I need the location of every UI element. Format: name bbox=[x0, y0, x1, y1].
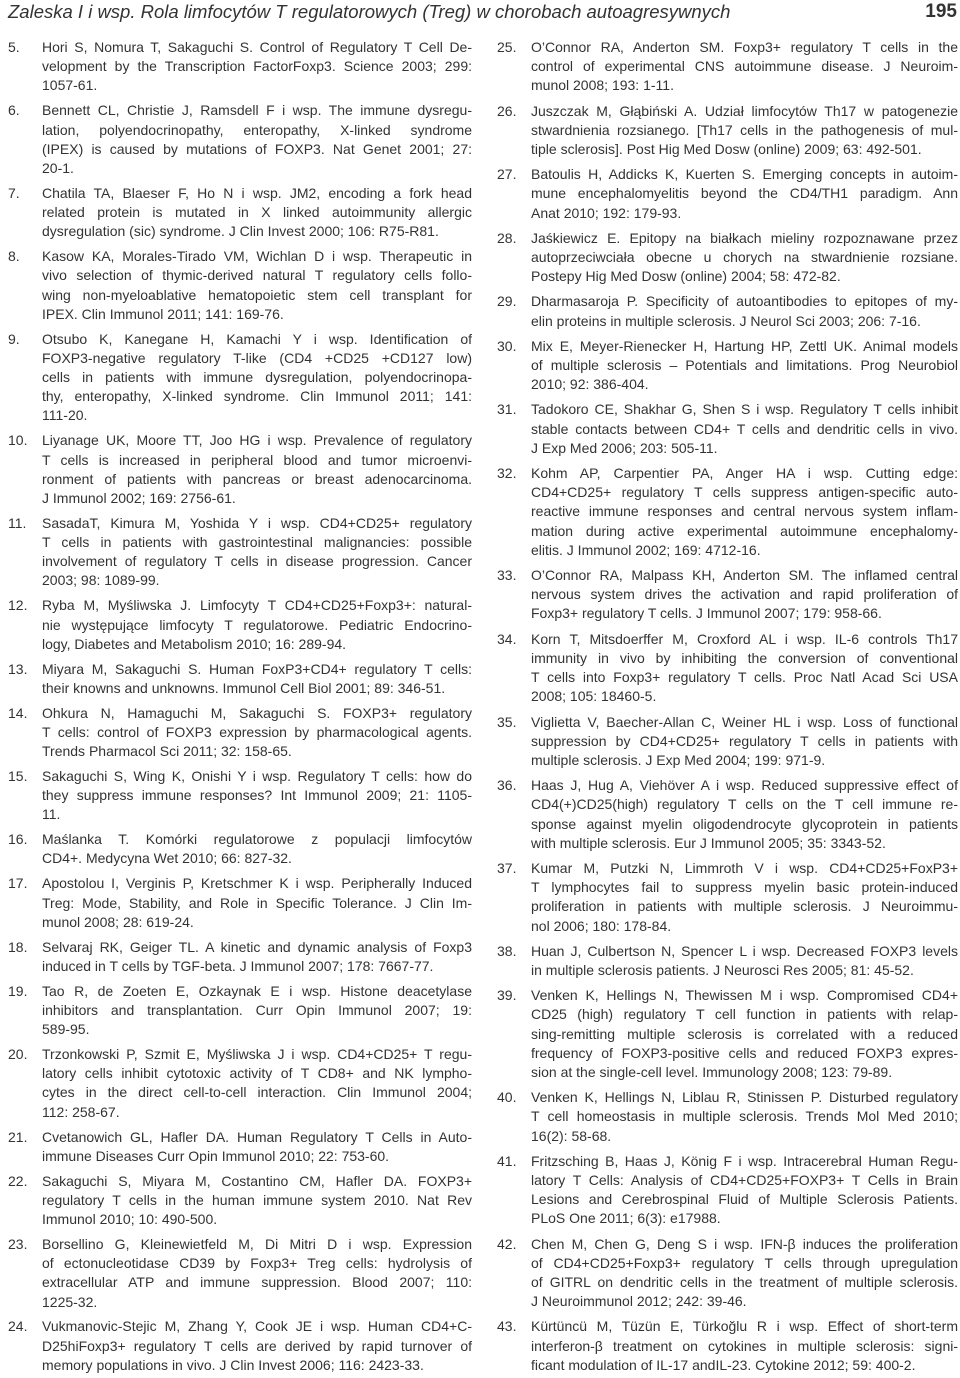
reference-item bbox=[8, 184, 472, 242]
reference-line: Trzonkowski P, Szmit E, Myśliwska J i wsp. CD4+CD25+ T regu- bbox=[42, 1046, 472, 1063]
reference-line: mune encephalomyelitis beyond the CD4/TH1 paradigm. Ann bbox=[531, 185, 958, 202]
reference-line: Viglietta V, Baecher-Allan C, Weiner HL i wsp. Loss of functional bbox=[531, 713, 958, 730]
reference-line: Ryba M, Myśliwska J. Limfocyty T CD4+CD25+Foxp3+: natural- bbox=[42, 597, 472, 614]
reference-line: related protein is mutated in X linked autoimmunity allergic bbox=[42, 204, 472, 220]
reference-line: Anat 2010; 192: 179-93. bbox=[531, 204, 682, 221]
reference-line: Chen M, Chen G, Deng S i wsp. IFN-β induces the proliferation bbox=[531, 1235, 958, 1252]
reference-item bbox=[497, 38, 958, 96]
reference-text bbox=[531, 1317, 958, 1375]
reference-item bbox=[497, 400, 958, 458]
reference-item bbox=[497, 859, 958, 936]
reference-text bbox=[531, 859, 958, 936]
reference-item bbox=[497, 1088, 958, 1146]
reference-line: Haas J, Hug A, Viehöver A i wsp. Reduced suppressive effect of bbox=[531, 777, 958, 794]
reference-line: nervous system drives the activation and rapid proliferation of bbox=[531, 586, 958, 603]
reference-item bbox=[497, 229, 958, 287]
reference-number: 17. bbox=[8, 875, 28, 892]
reference-number: 20. bbox=[8, 1046, 28, 1063]
reference-item bbox=[497, 464, 958, 560]
reference-line: 20-1. bbox=[42, 159, 74, 176]
reference-line: CD25 (high) regulatory T cell function in patients with relap- bbox=[531, 1006, 958, 1023]
reference-line: Huan J, Culbertson N, Spencer L i wsp. Decreased FOXP3 levels bbox=[531, 942, 958, 959]
reference-item bbox=[8, 938, 472, 976]
reference-line: Tao R, de Zoeten E, Ozkaynak E i wsp. Histone deacetylase bbox=[42, 982, 472, 999]
reference-item bbox=[8, 704, 472, 762]
reference-line: SasadaT, Kimura M, Yoshida Y i wsp. CD4+CD25+ regulatory bbox=[42, 514, 472, 531]
reference-line: 111-20. bbox=[42, 407, 88, 424]
reference-line: 2003; 98: 1089-99. bbox=[42, 572, 160, 589]
reference-item bbox=[8, 596, 472, 654]
reference-line: Jaśkiewicz E. Epitopy na białkach mieliny rozpoznawane przez bbox=[531, 229, 958, 246]
reference-line: elin proteins in multiple sclerosis. J Neurol Sci 2003; 206: 7-16. bbox=[531, 312, 921, 329]
reference-text bbox=[531, 713, 958, 771]
reference-number: 36. bbox=[497, 777, 517, 794]
reference-line: immune Diseases Curr Opin Immunol 2010; 22: 753-60. bbox=[42, 1147, 390, 1164]
reference-line: Kasow KA, Morales-Tirado VM, Wichlan D i wsp. Therapeutic in bbox=[42, 248, 472, 265]
reference-number: 16. bbox=[8, 831, 28, 848]
reference-line: in multiple sclerosis patients. J Neurosci Res 2005; 81: 45-52. bbox=[531, 961, 914, 978]
reference-number: 24. bbox=[8, 1318, 28, 1335]
reference-text bbox=[42, 1172, 472, 1230]
reference-item bbox=[8, 660, 472, 698]
reference-item bbox=[497, 630, 958, 707]
reference-line: Kumar M, Putzki N, Limmroth V i wsp. CD4+CD25+FoxP3+ bbox=[531, 859, 958, 876]
reference-line: 2010; 92: 386-404. bbox=[531, 376, 649, 393]
reference-line: stwardnienia rozsianego. [Th17 cells in the pathogenesis of mul- bbox=[531, 121, 958, 138]
reference-text bbox=[42, 184, 472, 242]
reference-line: D25hiFoxp3+ regulatory T cells are derived by rapid turnover of bbox=[42, 1337, 472, 1354]
reference-item bbox=[497, 165, 958, 223]
reference-text bbox=[42, 38, 472, 96]
reference-line: Chatila TA, Blaeser F, Ho N i wsp. JM2, encoding a fork head bbox=[42, 184, 472, 201]
reference-line: dysregulation (sic) syndrome. J Clin Invest 2000; 106: R75-R81. bbox=[42, 223, 439, 240]
reference-line: vivo selection of thymic-derived natural T regulatory cells follo- bbox=[42, 267, 472, 284]
reference-text bbox=[42, 704, 472, 762]
reference-line: PLoS One 2011; 6(3): e17988. bbox=[531, 1210, 721, 1227]
reference-line: thy, enteropathy, X-linked syndrome. Clin Immunol 2011; 141: bbox=[42, 388, 472, 405]
reference-line: munol 2008; 28: 619-24. bbox=[42, 913, 194, 930]
reference-line: they suppress immune responses? Int Immunol 2009; 21: 1105- bbox=[42, 787, 472, 804]
reference-line: regulatory T cells in the human immune system 2010. Nat Rev bbox=[42, 1191, 472, 1208]
reference-line: Sakaguchi S, Miyara M, Costantino CM, Hafler DA. FOXP3+ bbox=[42, 1172, 472, 1189]
reference-number: 8. bbox=[8, 248, 20, 265]
reference-text bbox=[531, 1152, 958, 1229]
reference-text bbox=[42, 101, 472, 178]
reference-text bbox=[531, 776, 958, 853]
reference-number: 6. bbox=[8, 102, 20, 119]
reference-item bbox=[497, 942, 958, 980]
reference-line: elitis. J Immunol 2002; 169: 4712-16. bbox=[531, 541, 761, 558]
reference-number: 35. bbox=[497, 713, 517, 730]
reference-number: 18. bbox=[8, 938, 28, 955]
reference-line: extracellular ATP and immune suppression. Blood 2007; 110: bbox=[42, 1274, 472, 1291]
reference-number: 19. bbox=[8, 982, 28, 999]
reference-text bbox=[531, 400, 958, 458]
reference-item bbox=[497, 1317, 958, 1375]
reference-line: ficant modulation of IL-17 andIL-23. Cytokine 2012; 59: 400-2. bbox=[531, 1356, 916, 1373]
reference-line: their knowns and unknowns. Immunol Cell Biol 2001; 89: 346-51. bbox=[42, 679, 446, 696]
reference-number: 11. bbox=[8, 514, 27, 531]
reference-text bbox=[531, 337, 958, 395]
reference-number: 25. bbox=[497, 39, 517, 55]
reference-number: 34. bbox=[497, 630, 517, 647]
reference-line: inhibitors and transplantation. Curr Opin Immunol 2007; 19: bbox=[42, 1001, 472, 1018]
reference-line: Juszczak M, Głąbiński A. Udział limfocytów Th17 w patogenezie bbox=[531, 102, 958, 119]
reference-line: J Exp Med 2006; 203: 505-11. bbox=[531, 439, 718, 456]
reference-item bbox=[497, 713, 958, 771]
reference-line: multiple sclerosis. J Exp Med 2004; 199: 971-9. bbox=[531, 751, 826, 768]
reference-text bbox=[42, 1045, 472, 1122]
reference-text bbox=[42, 247, 472, 324]
reference-line: munol 2008; 193: 1-11. bbox=[531, 77, 674, 94]
reference-number: 14. bbox=[8, 704, 28, 721]
reference-number: 29. bbox=[497, 293, 517, 310]
reference-line: 1057-61. bbox=[42, 77, 98, 94]
reference-line: Dharmasaroja P. Specificity of autoantibodies to epitopes of my- bbox=[531, 293, 958, 310]
reference-item bbox=[8, 767, 472, 825]
reference-line: Venken K, Hellings N, Thewissen M i wsp. Compromised CD4+ bbox=[531, 987, 958, 1004]
reference-line: J Immunol 2002; 169: 2756-61. bbox=[42, 489, 236, 506]
reference-text bbox=[531, 292, 958, 330]
reference-line: immunity in vivo by inhibiting the conversion of conventional bbox=[531, 649, 958, 666]
reference-text bbox=[42, 874, 472, 932]
reference-line: Lesions and Cerebrospinal Fluid of Multiple Sclerosis Patients. bbox=[531, 1191, 958, 1208]
reference-line: Cvetanowich GL, Hafler DA. Human Regulatory T Cells in Auto- bbox=[42, 1128, 472, 1145]
reference-line: O’Connor RA, Anderton SM. Foxp3+ regulatory T cells in the bbox=[531, 39, 958, 55]
reference-line: T cells is increased in peripheral blood and tumor microenvi- bbox=[42, 451, 472, 468]
reference-line: 112: 258-67. bbox=[42, 1103, 120, 1120]
reference-line: frequency of FOXP3-positive cells and reduced FOXP3 expres- bbox=[531, 1044, 958, 1061]
reference-line: Immunol 2010; 10: 490-500. bbox=[42, 1211, 218, 1228]
reference-text bbox=[42, 767, 472, 825]
reference-item bbox=[8, 247, 472, 324]
reference-number: 26. bbox=[497, 102, 517, 119]
reference-text bbox=[531, 229, 958, 287]
reference-line: nol 2006; 180: 178-84. bbox=[531, 917, 672, 934]
reference-line: Bennett CL, Christie J, Ramsdell F i wsp. The immune dysregu- bbox=[42, 102, 472, 119]
reference-line: CD4+. Medycyna Wet 2010; 66: 827-32. bbox=[42, 850, 292, 867]
reference-line: proliferation in patients with multiple sclerosis. J Neuroimmu- bbox=[531, 898, 958, 915]
reference-text bbox=[531, 630, 958, 707]
reference-text bbox=[42, 830, 472, 868]
reference-line: 16(2): 58-68. bbox=[531, 1127, 612, 1144]
reference-number: 32. bbox=[497, 465, 517, 482]
reference-line: of multiple sclerosis – Potentials and limitations. Prog Neurobiol bbox=[531, 357, 958, 374]
reference-line: Trends Pharmacol Sci 2011; 32: 158-65. bbox=[42, 743, 292, 760]
reference-text bbox=[42, 514, 472, 591]
reference-line: latory cells inhibit cytotoxic activity of T CD8+ and NK lympho- bbox=[42, 1065, 472, 1082]
reference-item bbox=[8, 330, 472, 426]
reference-number: 30. bbox=[497, 337, 517, 354]
reference-line: mation during active experimental autoimmune encephalomy- bbox=[531, 522, 958, 539]
reference-item bbox=[8, 1128, 472, 1166]
reference-line: of GITRL on dendritic cells in the treatment of multiple sclerosis. bbox=[531, 1273, 958, 1290]
reference-item bbox=[497, 102, 958, 160]
reference-text bbox=[531, 566, 958, 624]
page-number: 195 bbox=[925, 1, 957, 22]
reference-line: ronment of patients with pancreas or breast adenocarcinoma. bbox=[42, 470, 472, 487]
reference-item bbox=[8, 874, 472, 932]
reference-line: 589-95. bbox=[42, 1021, 90, 1038]
reference-line: FOXP3-negative regulatory T-like (CD4 +CD25 +CD127 low) bbox=[42, 349, 472, 366]
reference-text bbox=[42, 982, 472, 1040]
reference-item bbox=[497, 1235, 958, 1312]
reference-line: with multiple sclerosis. Eur J Immunol 2005; 35: 3343-52. bbox=[531, 834, 886, 851]
reference-text bbox=[531, 986, 958, 1082]
reference-number: 15. bbox=[8, 767, 28, 784]
reference-line: (IPEX) is caused by mutations of FOXP3. Nat Genet 2001; 27: bbox=[42, 140, 472, 157]
reference-line: Foxp3+ regulatory T cells. J Immunol 2007; 179: 958-66. bbox=[531, 605, 882, 622]
reference-item bbox=[8, 830, 472, 868]
reference-line: wing non-myeloablative hematopoietic stem cell transplant for bbox=[42, 286, 472, 303]
reference-number: 21. bbox=[8, 1128, 28, 1145]
reference-line: suppression by CD4+CD25+ regulatory T cells in patients with bbox=[531, 732, 958, 749]
reference-line: cells in patients with immune dysregulation, polyendocrinopa- bbox=[42, 369, 472, 385]
reference-line: T cell homeostasis in multiple sclerosis. Trends Mol Med 2010; bbox=[531, 1108, 958, 1125]
reference-line: Postepy Hig Med Dosw (online) 2004; 58: 472-82. bbox=[531, 268, 841, 285]
reference-item bbox=[8, 38, 472, 96]
reference-line: Batoulis H, Addicks K, Kuerten S. Emerging concepts in autoim- bbox=[531, 166, 958, 183]
reference-number: 7. bbox=[8, 184, 20, 201]
reference-line: Kürtüncü M, Tüzün E, Türkoğlu R i wsp. Effect of short-term bbox=[531, 1318, 958, 1335]
reference-line: involvement of regulatory T cells in disease progression. Cancer bbox=[42, 553, 472, 570]
reference-item bbox=[8, 431, 472, 508]
reference-number: 33. bbox=[497, 567, 517, 584]
reference-line: sion at the single-cell level. Immunology 2008; 123: 79-89. bbox=[531, 1063, 893, 1080]
reference-text bbox=[42, 1317, 472, 1375]
reference-line: autoprzeciwciała obecne u chorych na stwardnienie rozsiane. bbox=[531, 249, 958, 266]
reference-line: Maślanka T. Komórki regulatorowe z populacji limfocytów bbox=[42, 831, 472, 848]
reference-line: latory T Cells: Analysis of CD4+CD25+FOXP3+ T Cells in Brain bbox=[531, 1171, 958, 1188]
reference-number: 27. bbox=[497, 166, 517, 183]
reference-number: 22. bbox=[8, 1172, 28, 1189]
reference-line: CD4+CD25+ regulatory T cells suppress antigen-specific auto- bbox=[531, 484, 958, 501]
reference-line: Borsellino G, Kleinewietfeld M, Di Mitri D i wsp. Expression bbox=[42, 1235, 472, 1252]
reference-line: 11. bbox=[42, 806, 61, 823]
reference-item bbox=[497, 986, 958, 1082]
reference-number: 28. bbox=[497, 229, 517, 246]
reference-line: sponse against myelin oligodendrocyte glycoprotein in patients bbox=[531, 815, 958, 832]
reference-number: 9. bbox=[8, 330, 20, 347]
reference-line: 1225-32. bbox=[42, 1293, 98, 1310]
reference-item bbox=[497, 566, 958, 624]
reference-line: lation, polyendocrinopathy, enteropathy, X-linked syndrome bbox=[42, 121, 472, 138]
reference-line: stable contacts between CD4+ T cells and dendritic cells in vivo. bbox=[531, 420, 958, 437]
reference-number: 10. bbox=[8, 432, 28, 449]
reference-line: T cells in patients with gastrointestinal malignancies: possible bbox=[42, 534, 472, 550]
reference-line: T cells into Foxp3+ regulatory T cells. Proc Natl Acad Sci USA bbox=[531, 669, 958, 686]
reference-text bbox=[531, 38, 958, 96]
reference-item bbox=[497, 1152, 958, 1229]
reference-line: Liyanage UK, Moore TT, Joo HG i wsp. Prevalence of regulatory bbox=[42, 432, 472, 449]
reference-text bbox=[42, 1235, 472, 1312]
reference-item bbox=[8, 1172, 472, 1230]
reference-line: Miyara M, Sakaguchi S. Human FoxP3+CD4+ regulatory T cells: bbox=[42, 660, 472, 677]
reference-line: Otsubo K, Kanegane H, Kamachi Y i wsp. Identification of bbox=[42, 330, 472, 347]
reference-item bbox=[497, 337, 958, 395]
reference-line: tiple sclerosis]. Post Hig Med Dosw (online) 2009; 63: 492-501. bbox=[531, 141, 922, 158]
reference-item bbox=[8, 1045, 472, 1122]
reference-item bbox=[8, 982, 472, 1040]
reference-line: Venken K, Hellings N, Liblau R, Stinissen P. Disturbed regulatory bbox=[531, 1089, 958, 1106]
reference-text bbox=[531, 165, 958, 223]
reference-line: Korn T, Mitsdoerffer M, Croxford AL i wsp. IL-6 controls Th17 bbox=[531, 630, 958, 647]
reference-line: Fritzsching B, Haas J, König F i wsp. Intracerebral Human Regu- bbox=[531, 1152, 958, 1169]
reference-line: velopment by the Transcription FactorFoxp3. Science 2003; 299: bbox=[42, 58, 472, 75]
reference-text bbox=[42, 1128, 472, 1166]
reference-line: interferon-β treatment on cytokines in multiple sclerosis: signi- bbox=[531, 1337, 958, 1354]
reference-line: Hori S, Nomura T, Sakaguchi S. Control of Regulatory T Cell De- bbox=[42, 39, 472, 55]
reference-line: Mix E, Meyer-Rienecker H, Hartung HP, Zettl UK. Animal models bbox=[531, 337, 958, 354]
reference-number: 41. bbox=[497, 1152, 517, 1169]
reference-line: memory populations in vivo. J Clin Invest 2006; 116: 2423-33. bbox=[42, 1356, 424, 1373]
reference-line: nie występujące limfocyty T regulatorowe. Pediatric Endocrino- bbox=[42, 616, 472, 633]
reference-line: Vukmanovic-Stejic M, Zhang Y, Cook JE i wsp. Human CD4+C- bbox=[42, 1318, 472, 1335]
reference-text bbox=[531, 1235, 958, 1312]
reference-line: IPEX. Clin Immunol 2011; 141: 169-76. bbox=[42, 305, 284, 322]
reference-number: 38. bbox=[497, 942, 517, 959]
reference-line: control of experimental CNS autoimmune disease. J Neuroim- bbox=[531, 58, 958, 75]
reference-text bbox=[531, 1088, 958, 1146]
reference-line: O’Connor RA, Malpass KH, Anderton SM. The inflamed central bbox=[531, 567, 958, 584]
reference-number: 23. bbox=[8, 1235, 28, 1252]
reference-item bbox=[8, 514, 472, 591]
reference-line: Tadokoro CE, Shakhar G, Shen S i wsp. Regulatory T cells inhibit bbox=[531, 401, 958, 418]
reference-text bbox=[42, 330, 472, 426]
reference-line: 2008; 105: 18460-5. bbox=[531, 688, 657, 705]
reference-number: 39. bbox=[497, 987, 517, 1004]
reference-line: cytes in the direct cell-to-cell interaction. Clin Immunol 2004; bbox=[42, 1084, 472, 1101]
reference-line: Sakaguchi S, Wing K, Onishi Y i wsp. Regulatory T cells: how do bbox=[42, 767, 472, 784]
reference-line: of ectonucleotidase CD39 by Foxp3+ Treg cells: hydrolysis of bbox=[42, 1255, 472, 1272]
reference-text bbox=[531, 942, 958, 980]
reference-line: induced in T cells by TGF-beta. J Immunol 2007; 178: 7667-77. bbox=[42, 957, 434, 974]
reference-number: 5. bbox=[8, 39, 20, 55]
reference-item bbox=[497, 776, 958, 853]
reference-item bbox=[8, 101, 472, 178]
reference-line: sing-remitting multiple sclerosis is correlated with a reduced bbox=[531, 1025, 958, 1042]
reference-text bbox=[42, 938, 472, 976]
running-title: Zaleska I i wsp. Rola limfocytów T regulatorowych (Treg) w chorobach autoagresywnych bbox=[8, 1, 731, 22]
reference-item bbox=[8, 1317, 472, 1375]
reference-text bbox=[42, 431, 472, 508]
reference-line: J Neuroimmunol 2012; 242: 39-46. bbox=[531, 1293, 747, 1310]
reference-line: T lymphocytes fail to suppress myelin basic protein-induced bbox=[531, 879, 958, 896]
reference-line: Treg: Mode, Stability, and Role in Specific Tolerance. J Clin Im- bbox=[42, 894, 472, 911]
reference-text bbox=[531, 102, 958, 160]
reference-item bbox=[497, 292, 958, 330]
reference-number: 31. bbox=[497, 401, 517, 418]
reference-number: 37. bbox=[497, 859, 517, 876]
reference-number: 12. bbox=[8, 597, 28, 614]
reference-line: reactive immune responses and central nervous system inflam- bbox=[531, 503, 958, 520]
reference-text bbox=[42, 660, 472, 698]
reference-line: of CD4+CD25+Foxp3+ regulatory T cells through upregulation bbox=[531, 1254, 958, 1271]
reference-number: 13. bbox=[8, 660, 28, 677]
reference-line: logy, Diabetes and Metabolism 2010; 16: 289-94. bbox=[42, 635, 347, 652]
references-left-column bbox=[8, 38, 472, 1375]
reference-line: Ohkura N, Hamaguchi M, Sakaguchi S. FOXP3+ regulatory bbox=[42, 704, 472, 721]
reference-item bbox=[8, 1235, 472, 1312]
reference-line: T cells: control of FOXP3 expression by pharmacological agents. bbox=[42, 723, 472, 740]
reference-number: 40. bbox=[497, 1089, 517, 1106]
references-right-column bbox=[497, 38, 958, 1375]
reference-line: Kohm AP, Carpentier PA, Anger HA i wsp. Cutting edge: bbox=[531, 465, 958, 482]
reference-number: 42. bbox=[497, 1235, 517, 1252]
reference-number: 43. bbox=[497, 1318, 517, 1335]
reference-line: CD4(+)CD25(high) regulatory T cells on the T cell immune re- bbox=[531, 796, 958, 813]
reference-line: Selvaraj RK, Geiger TL. A kinetic and dynamic analysis of Foxp3 bbox=[42, 938, 472, 955]
reference-text bbox=[531, 464, 958, 560]
reference-text bbox=[42, 596, 472, 654]
reference-line: Apostolou I, Verginis P, Kretschmer K i wsp. Peripherally Induced bbox=[42, 875, 472, 892]
